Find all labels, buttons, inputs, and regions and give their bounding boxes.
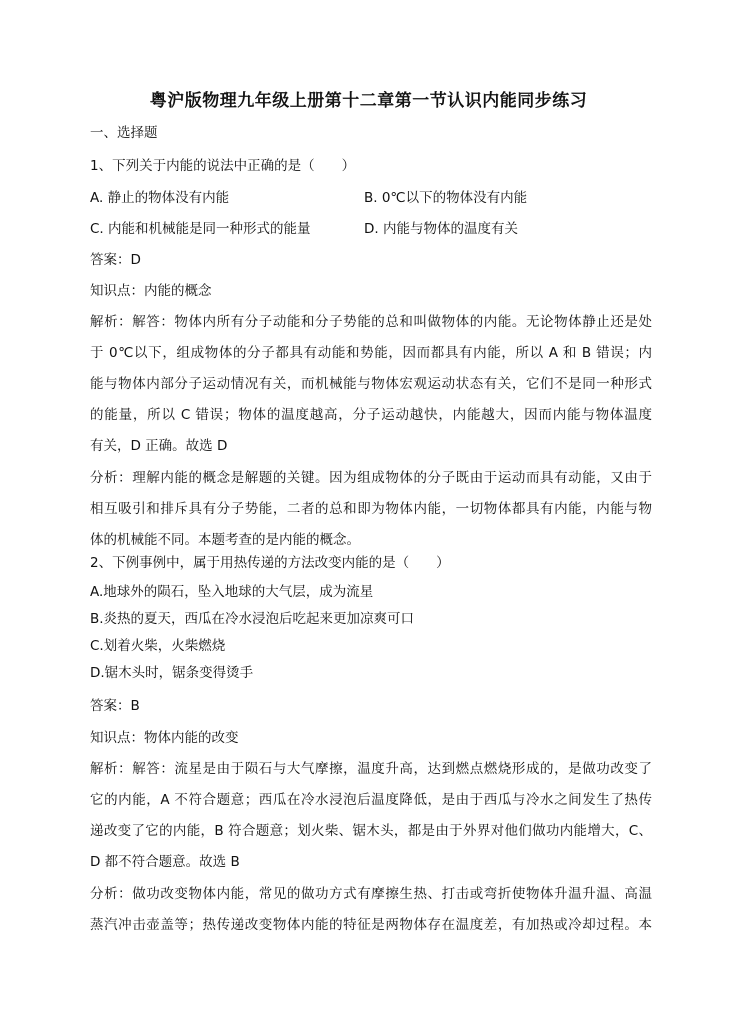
- q1-option-c: C. 内能和机械能是同一种形式的能量: [90, 221, 311, 237]
- q2-analysis-line: D 都不符合题意。故选 B: [90, 854, 240, 870]
- q1-option-b: B. 0℃以下的物体没有内能: [364, 190, 528, 206]
- q2-analysis-line: 递改变了它的内能，B 符合题意；划火柴、锯木头，都是由于外界对他们做功内能增大，C、: [90, 823, 652, 839]
- section-heading: 一、选择题: [90, 125, 158, 141]
- q1-comment-line: 分析：理解内能的概念是解题的关键。因为组成物体的分子既由于运动而具有动能，又由于: [90, 470, 652, 486]
- q1-analysis-line: 的能量，所以 C 错误；物体的温度越高，分子运动越快，内能越大，因而内能与物体温度: [90, 407, 652, 423]
- q1-knowledge: 知识点：内能的概念: [90, 283, 212, 299]
- q2-option-b: B.炎热的夏天，西瓜在冷水浸泡后吃起来更加凉爽可口: [90, 611, 415, 627]
- q2-analysis-line: 它的内能，A 不符合题意；西瓜在冷水浸泡后温度降低，是由于西瓜与冷水之间发生了热传: [90, 792, 652, 808]
- document-title: 粤沪版物理九年级上册第十二章第一节认识内能同步练习: [149, 91, 588, 111]
- q1-comment-line: 体的机械能不同。本题考查的是内能的概念。: [90, 532, 360, 548]
- q1-stem: 1、下列关于内能的说法中正确的是（ ）: [90, 158, 356, 174]
- q1-option-a: A. 静止的物体没有内能: [90, 190, 230, 206]
- q2-option-d: D.锯木头时，锯条变得烫手: [90, 665, 254, 681]
- q2-option-a: A.地球外的陨石，坠入地球的大气层，成为流星: [90, 584, 374, 600]
- q1-analysis-line: 能与物体内部分子运动情况有关，而机械能与物体宏观运动状态有关，它们不是同一种形式: [90, 376, 652, 392]
- q1-analysis-line: 有关，D 正确。故选 D: [90, 438, 228, 454]
- q1-answer: 答案：D: [90, 252, 141, 268]
- q1-analysis-line: 解析：解答：物体内所有分子动能和分子势能的总和叫做物体的内能。无论物体静止还是处: [90, 314, 652, 330]
- q2-stem: 2、下例事例中，属于用热传递的方法改变内能的是（ ）: [90, 555, 450, 571]
- q2-analysis-line: 解析：解答：流星是由于陨石与大气摩擦，温度升高，达到燃点燃烧形成的，是做功改变了: [90, 761, 652, 777]
- q1-analysis-line: 于 0℃以下，组成物体的分子都具有动能和势能，因而都具有内能，所以 A 和 B 错误；内: [90, 345, 652, 361]
- q2-answer: 答案：B: [90, 698, 140, 714]
- q1-comment-line: 相互吸引和排斥具有分子势能，二者的总和即为物体内能，一切物体都具有内能，内能与物: [90, 501, 652, 517]
- q2-option-c: C.划着火柴，火柴燃烧: [90, 638, 226, 654]
- q1-option-d: D. 内能与物体的温度有关: [364, 221, 518, 237]
- q2-comment-line: 分析：做功改变物体内能，常见的做功方式有摩擦生热、打击或弯折使物体升温升温、高温: [90, 886, 652, 902]
- q2-knowledge: 知识点：物体内能的改变: [90, 730, 239, 746]
- q2-comment-line: 蒸汽冲击壶盖等；热传递改变物体内能的特征是两物体存在温度差，有加热或冷却过程。本: [90, 917, 652, 933]
